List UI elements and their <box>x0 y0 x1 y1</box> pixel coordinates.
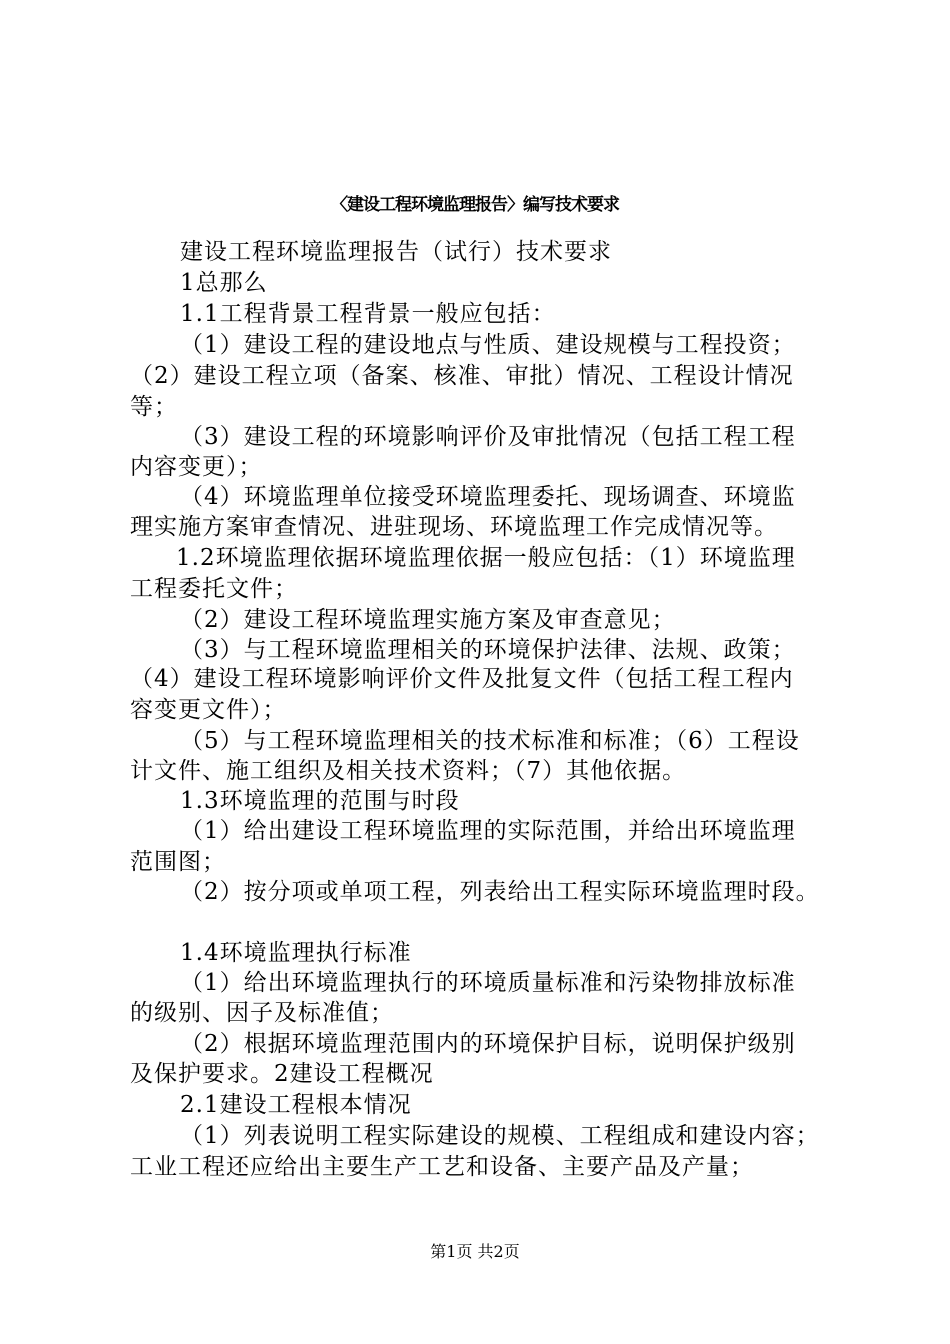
text-line: （2）按分项或单项工程，列表给出工程实际环境监理时段。 <box>180 879 820 905</box>
text-line: 工程委托文件； <box>130 576 298 602</box>
text-line: 1.3环境监理的范围与时段 <box>180 788 460 814</box>
text-line: 1.4环境监理执行标准 <box>180 940 412 966</box>
text-line: （1）给出建设工程环境监理的实际范围，并给出环境监理 <box>180 818 796 844</box>
text-line: 1.2环境监理依据环境监理依据一般应包括：（1）环境监理 <box>176 545 796 571</box>
text-line: 容变更文件）； <box>130 697 287 723</box>
document-title: 〈建设工程环境监理报告〉编写技术要求 <box>331 195 619 215</box>
text-line: 建设工程环境监理报告（试行）技术要求 <box>180 239 612 265</box>
text-line: （3）建设工程的环境影响评价及审批情况（包括工程工程 <box>180 424 796 450</box>
text-line: 1总那么 <box>180 270 268 296</box>
text-line: （1）列表说明工程实际建设的规模、工程组成和建设内容； <box>180 1123 820 1149</box>
text-line: 等； <box>130 394 178 420</box>
page-number: 第1页 共2页 <box>430 1242 520 1261</box>
text-line: （4）环境监理单位接受环境监理委托、现场调查、环境监 <box>180 484 796 510</box>
text-line: （5）与工程环境监理相关的技术标准和标准；（6）工程设 <box>180 728 800 754</box>
text-line: （2）建设工程环境监理实施方案及审查意见； <box>180 607 676 633</box>
text-line: （1）给出环境监理执行的环境质量标准和污染物排放标准 <box>180 970 796 996</box>
text-line: 范围图； <box>130 849 226 875</box>
text-line: 2.1建设工程根本情况 <box>180 1092 412 1118</box>
text-line: （2）建设工程立项（备案、核准、审批）情况、工程设计情况 <box>130 363 794 389</box>
text-line: （1）建设工程的建设地点与性质、建设规模与工程投资； <box>180 332 796 358</box>
text-line: （2）根据环境监理范围内的环境保护目标，说明保护级别 <box>180 1031 796 1057</box>
text-line: 1.1工程背景工程背景一般应包括： <box>180 301 556 327</box>
text-line: （4）建设工程环境影响评价文件及批复文件（包括工程工程内 <box>130 666 794 692</box>
text-line: 及保护要求。2建设工程概况 <box>130 1061 434 1087</box>
text-line: 工业工程还应给出主要生产工艺和设备、主要产品及产量； <box>130 1154 754 1180</box>
text-line: 内容变更）； <box>130 454 263 480</box>
text-line: 理实施方案审查情况、进驻现场、环境监理工作完成情况等。 <box>130 514 778 540</box>
text-line: 计文件、施工组织及相关技术资料；（7）其他依据。 <box>130 758 687 784</box>
text-line: （3）与工程环境监理相关的环境保护法律、法规、政策； <box>180 637 796 663</box>
text-line: 的级别、因子及标准值； <box>130 1000 394 1026</box>
